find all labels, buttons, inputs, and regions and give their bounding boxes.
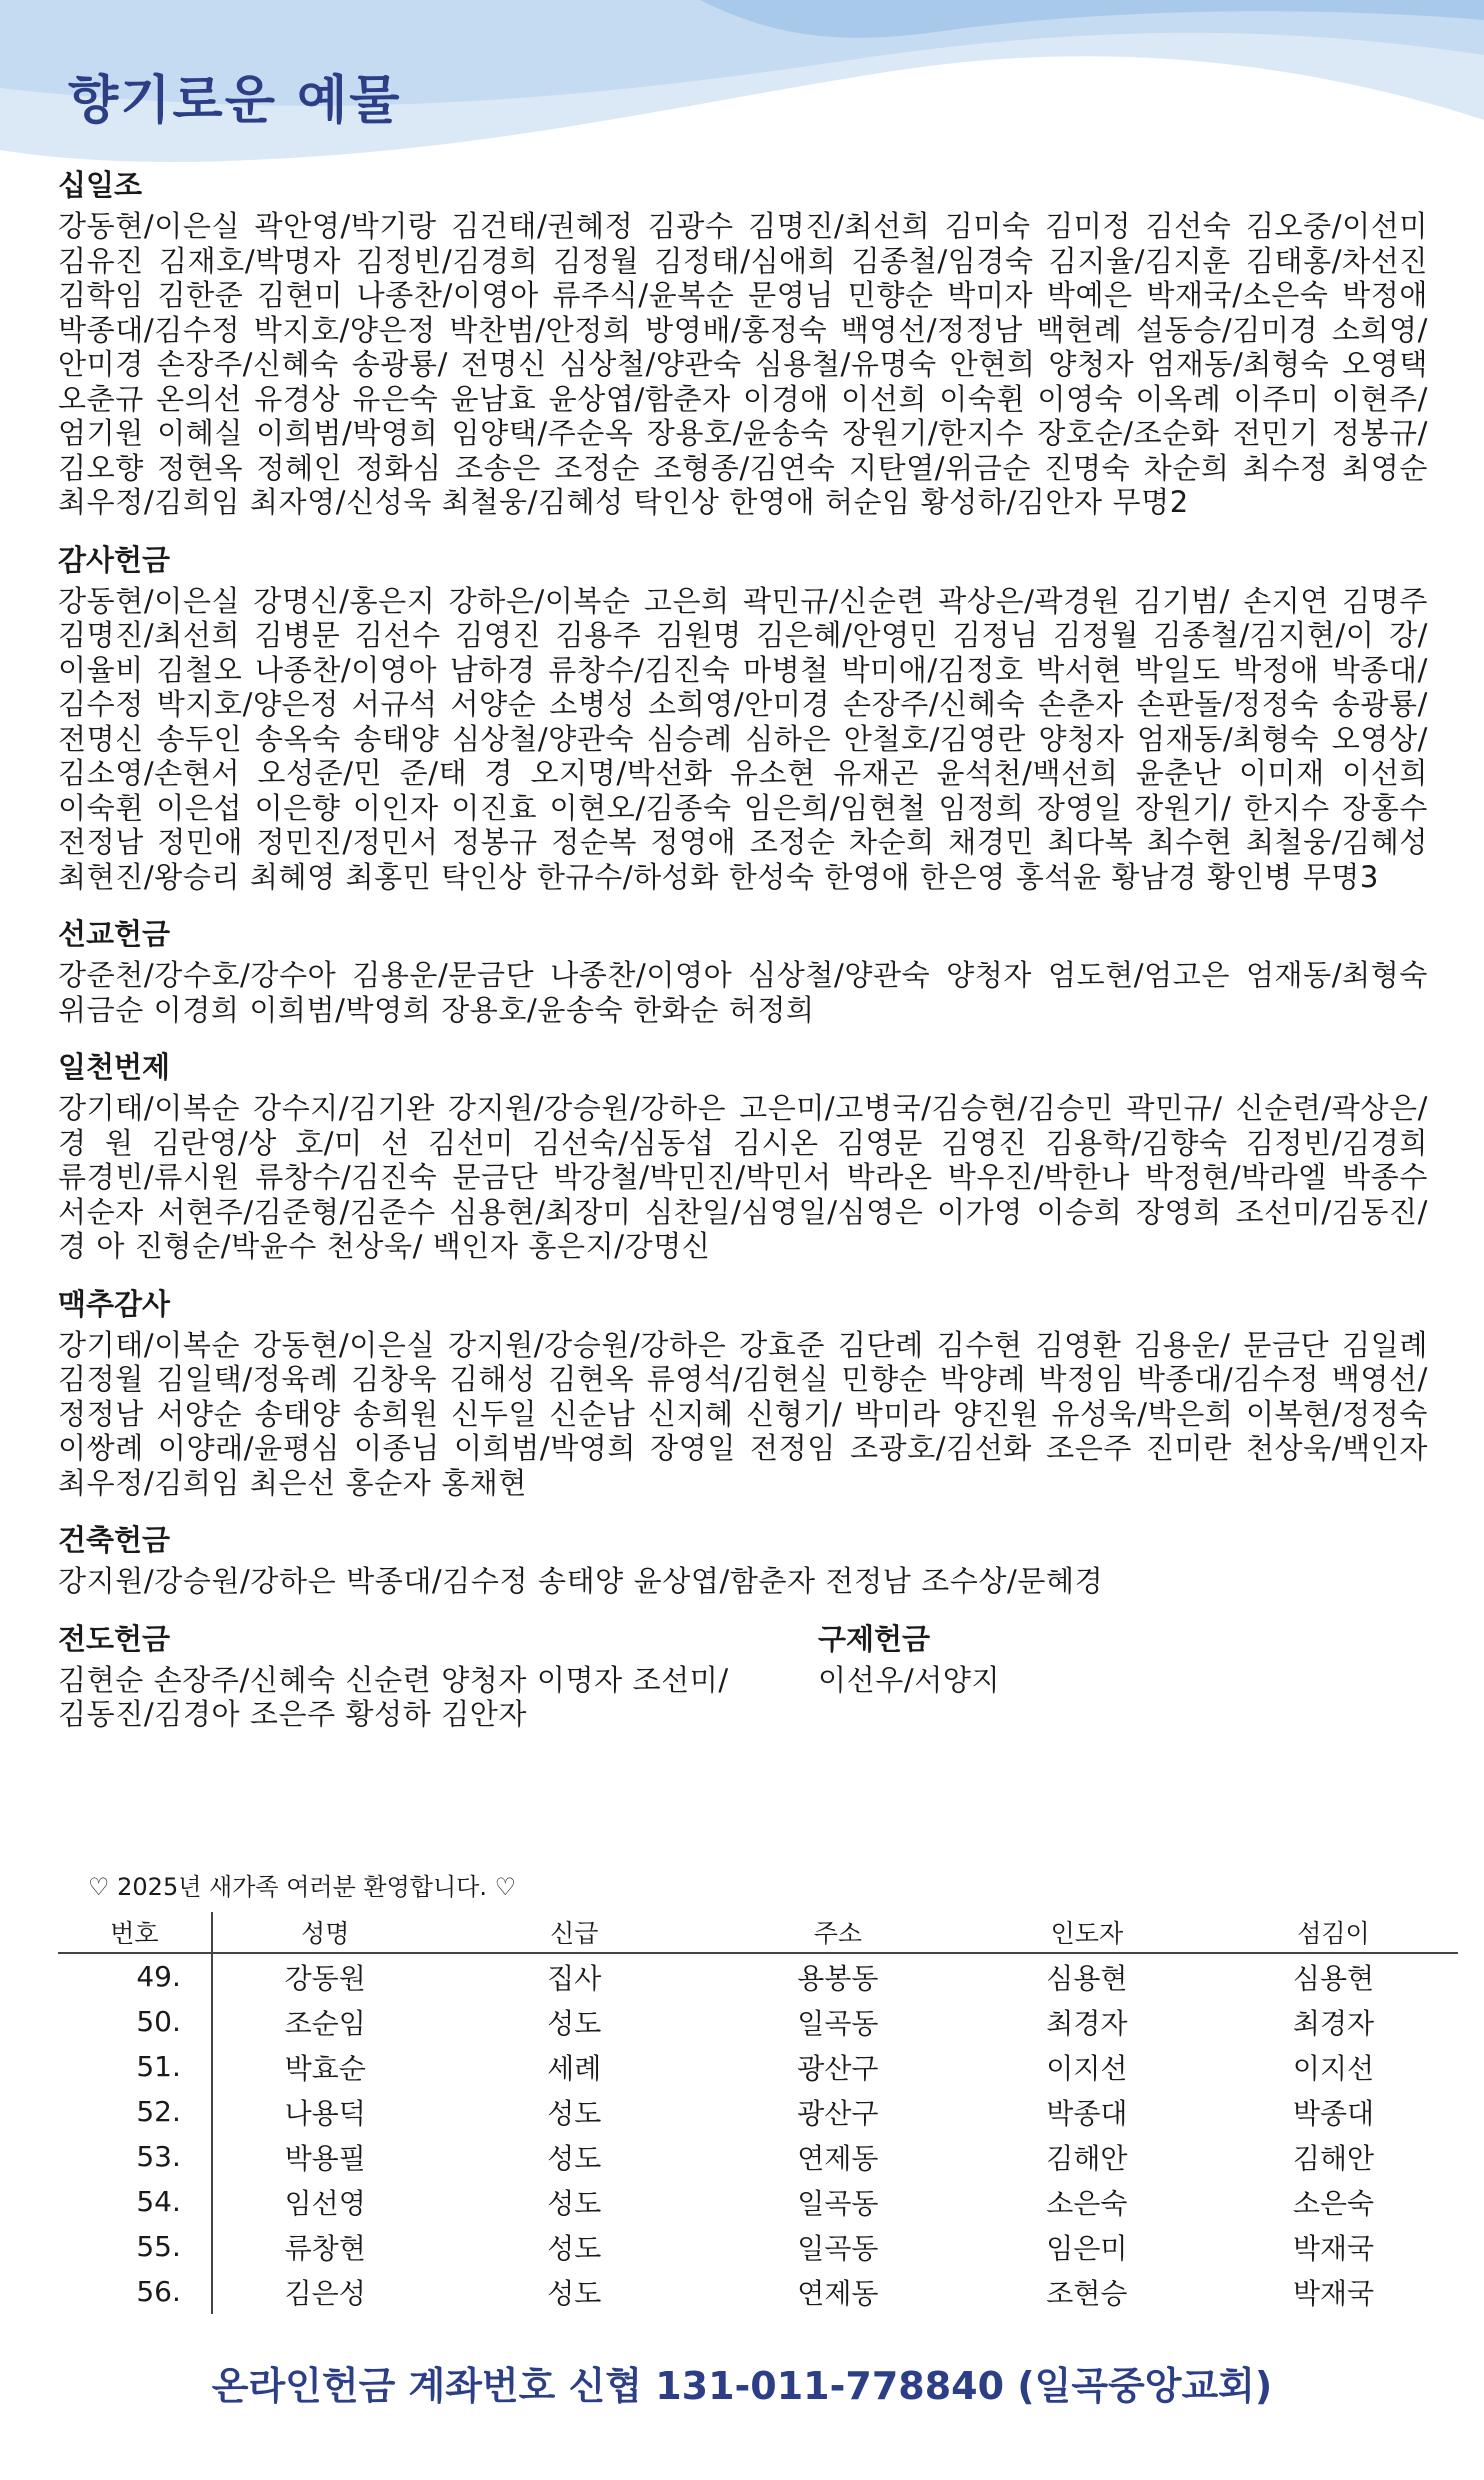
row-number: 56. bbox=[58, 2269, 212, 2314]
header-guide: 인도자 bbox=[965, 1912, 1209, 1953]
row-rank: 성도 bbox=[547, 2006, 602, 2040]
row-guide: 조현승 bbox=[1046, 2276, 1128, 2310]
row-carer: 박재국 bbox=[1292, 2231, 1375, 2265]
row-address: 광산구 bbox=[797, 2096, 879, 2130]
newcomer-caption: ♡ 2025년 새가족 여러분 환영합니다. ♡ bbox=[88, 1873, 517, 1901]
row-guide: 이지선 bbox=[1046, 2051, 1128, 2085]
row-carer: 박재국 bbox=[1292, 2276, 1375, 2310]
row-carer: 이지선 bbox=[1292, 2051, 1375, 2085]
row-guide: 김해안 bbox=[1046, 2141, 1128, 2175]
section-title: 맥추감사 bbox=[58, 1286, 171, 1321]
section-title: 일천번제 bbox=[58, 1050, 171, 1084]
row-number: 51. bbox=[58, 2044, 212, 2089]
section-title: 십일조 bbox=[58, 168, 143, 202]
section-names: 강기태/이복순 강수지/김기완 강지원/강승원/강하은 고은미/고병국/김승현/김승민 곽민규/ 신순련/곽상은/경 원 김란영/상 호/미 선 김선미 김선숙/심동섭 김시온 김영문 김영진 김용학/김향숙 김정빈/김경희 류경빈/류시원 류창수/김진숙 문금단 박강철/박민진/박민서 박라온 박우진/박한나 박정현/박라엘 박종수 서순자 서현주/김준형/김준수 심용현/최장미 심찬일/심영일/심영은 이가영 이승희 장영희 조선미/김동진/경 아 진형순/박윤수 천상욱/ 백인자 홍은지/강명신 bbox=[58, 1091, 1428, 1263]
row-address: 일곡동 bbox=[797, 2186, 879, 2220]
row-address: 일곡동 bbox=[797, 2006, 879, 2040]
row-carer: 김해안 bbox=[1292, 2141, 1375, 2175]
row-name: 박용필 bbox=[284, 2141, 366, 2175]
section-thousand-times bbox=[58, 1047, 1428, 1264]
header-number: 번호 bbox=[58, 1912, 212, 1953]
row-name: 나용덕 bbox=[284, 2096, 366, 2130]
footer-account-info: 온라인헌금 계좌번호 신협 131-011-778840 (일곡중앙교회) bbox=[211, 2364, 1273, 2408]
row-number: 50. bbox=[58, 1999, 212, 2044]
section-building bbox=[58, 1520, 1428, 1599]
row-rank: 세례 bbox=[547, 2051, 602, 2085]
section-title: 감사헌금 bbox=[58, 542, 171, 577]
offering-content bbox=[58, 165, 1428, 1752]
row-guide: 소은숙 bbox=[1046, 2186, 1128, 2220]
table-row bbox=[58, 2089, 1458, 2134]
table-row bbox=[58, 2044, 1458, 2089]
table-header-row bbox=[58, 1912, 1458, 1953]
row-name: 조순임 bbox=[284, 2006, 366, 2040]
section-names: 강동현/이은실 강명신/홍은지 강하은/이복순 고은희 곽민규/신순련 곽상은/곽경원 김기범/ 손지연 김명주 김명진/최선희 김병문 김선수 김영진 김용주 김원명 김은혜/안영민 김정님 김정월 김종철/김지현/이 강/이율비 김철오 나종찬/이영아 남하경 류창수/김진숙 마병철 박미애/김정호 박서현 박일도 박정애 박종대/김수정 박지호/양은정 서규석 서양순 소병성 소희영/안미경 손장주/신혜숙 손춘자 손판돌/정정숙 송광룡/전명신 송두인 송옥숙 송태양 심상철/양관숙 심승례 심하은 안철호/김영란 양청자 엄재동/최형숙 오영상/김소영/손현서 오성준/민 준/태 경 오지명/박선화 유소현 유재곤 윤석천/백선희 윤춘난 이미재 이선희 이숙휜 이은섭 이은향 이인자 이진효 이현오/김종숙 임은희/임현철 임정희 장영일 장원기/ 한지수 장홍수 전정남 정민애 정민진/정민서 정봉규 정순복 정영애 조정순 차순희 채경민 최다복 최수현 최철웅/김혜성 최현진/왕승리 최혜영 최홍민 탁인상 한규수/하성화 한성숙 한영애 한은영 홍석윤 황남경 황인병 무명3 bbox=[58, 583, 1428, 894]
row-carer: 심용현 bbox=[1292, 1961, 1375, 1995]
header-name: 성명 bbox=[212, 1912, 438, 1953]
row-number: 55. bbox=[58, 2224, 212, 2269]
section-evangelism bbox=[58, 1619, 778, 1732]
section-relief bbox=[818, 1619, 1418, 1732]
row-carer: 최경자 bbox=[1292, 2006, 1375, 2040]
section-thanksgiving bbox=[58, 540, 1428, 895]
section-row-evangelism-relief bbox=[58, 1619, 1428, 1732]
row-carer: 소은숙 bbox=[1292, 2186, 1375, 2220]
row-address: 연제동 bbox=[797, 2141, 879, 2175]
row-number: 52. bbox=[58, 2089, 212, 2134]
table-row bbox=[58, 2134, 1458, 2179]
table-row bbox=[58, 2179, 1458, 2224]
row-number: 54. bbox=[58, 2179, 212, 2224]
row-rank: 집사 bbox=[547, 1961, 602, 1995]
row-guide: 최경자 bbox=[1046, 2006, 1128, 2040]
row-name: 김은성 bbox=[284, 2276, 366, 2310]
row-guide: 심용현 bbox=[1046, 1961, 1128, 1995]
newcomer-block bbox=[58, 1870, 1458, 2314]
row-address: 광산구 bbox=[797, 2051, 879, 2085]
row-name: 강동원 bbox=[284, 1961, 366, 1995]
section-names: 강준천/강수호/강수아 김용운/문금단 나종찬/이영아 심상철/양관숙 양청자 엄도현/엄고은 엄재동/최형숙 위금순 이경희 이희범/박영희 장용호/윤송숙 한화순 허정희 bbox=[58, 958, 1428, 1027]
table-row bbox=[58, 2224, 1458, 2269]
row-rank: 성도 bbox=[547, 2276, 602, 2310]
section-title: 구제헌금 bbox=[818, 1621, 931, 1656]
header-rank: 신급 bbox=[438, 1912, 711, 1953]
row-rank: 성도 bbox=[547, 2141, 602, 2175]
page-title: 향기로운 예물 bbox=[68, 71, 402, 131]
row-name: 박효순 bbox=[284, 2051, 366, 2085]
row-number: 53. bbox=[58, 2134, 212, 2179]
table-row bbox=[58, 1953, 1458, 1999]
row-rank: 성도 bbox=[547, 2096, 602, 2130]
row-name: 류창현 bbox=[284, 2231, 366, 2265]
section-title: 선교헌금 bbox=[58, 917, 171, 951]
section-names: 강기태/이복순 강동현/이은실 강지원/강승원/강하은 강효준 김단례 김수현 김영환 김용운/ 문금단 김일례 김정월 김일택/정육례 김창욱 김해성 김현옥 류영석/김현실 민향순 박양례 박정임 박종대/김수정 백영선/정정남 서양순 송태양 송희원 신두일 신순남 신지혜 신형기/ 박미라 양진원 유성욱/박은희 이복현/정정숙 이쌍례 이양래/윤평심 이종님 이희범/박영희 장영일 전정임 조광호/김선화 조은주 진미란 천상욱/백인자 최우정/김희임 최은선 홍순자 홍채현 bbox=[58, 1327, 1428, 1500]
section-names: 김현순 손장주/신혜숙 신순련 양청자 이명자 조선미/김동진/김경아 조은주 황성하 김안자 bbox=[58, 1662, 729, 1731]
table-row bbox=[58, 2269, 1458, 2314]
section-names: 강지원/강승원/강하은 박종대/김수정 송태양 윤상엽/함춘자 전정남 조수상/문혜경 bbox=[58, 1564, 1104, 1598]
section-title: 전도헌금 bbox=[58, 1621, 171, 1656]
row-rank: 성도 bbox=[547, 2186, 602, 2220]
section-title: 건축헌금 bbox=[58, 1523, 171, 1557]
row-rank: 성도 bbox=[547, 2231, 602, 2265]
section-barley bbox=[58, 1284, 1428, 1501]
row-address: 연제동 bbox=[797, 2276, 879, 2310]
section-names: 강동현/이은실 곽안영/박기랑 김건태/권혜정 김광수 김명진/최선희 김미숙 김미정 김선숙 김오중/이선미 김유진 김재호/박명자 김정빈/김경희 김정월 김정태/심애희 김종철/임경숙 김지율/김지훈 김태홍/차선진 김학임 김한준 김현미 나종찬/이영아 류주식/윤복순 문영님 민향순 박미자 박예은 박재국/소은숙 박정애 박종대/김수정 박지호/양은정 박찬범/안정희 방영배/홍정숙 백영선/정정남 백현례 설동승/김미경 소희영/안미경 손장주/신혜숙 송광룡/ 전명신 심상철/양관숙 심용철/유명숙 안현희 양청자 엄재동/최형숙 오영택 오춘규 온의선 유경상 유은숙 윤남효 윤상엽/함춘자 이경애 이선희 이숙휜 이영숙 이옥례 이주미 이현주/ 엄기원 이혜실 이희범/박영희 임양택/주순옥 장용호/윤송숙 장원기/한지수 장호순/조순화 전민기 정봉규/김오향 정현옥 정혜인 정화심 조송은 조정순 조형종/김연숙 지탄열/위금순 진명숙 차순희 최수정 최영순 최우정/김희임 최자영/신성욱 최철웅/김혜성 탁인상 한영애 허순임 황성하/김안자 무명2 bbox=[58, 209, 1428, 519]
row-name: 임선영 bbox=[284, 2186, 366, 2220]
row-address: 일곡동 bbox=[797, 2231, 879, 2265]
section-tithe bbox=[58, 165, 1428, 520]
header-address: 주소 bbox=[711, 1912, 965, 1953]
row-carer: 박종대 bbox=[1292, 2096, 1375, 2130]
header-carer: 섬김이 bbox=[1209, 1912, 1458, 1953]
newcomer-table bbox=[58, 1912, 1458, 2314]
section-names: 이선우/서양지 bbox=[818, 1662, 1001, 1697]
row-guide: 박종대 bbox=[1046, 2096, 1128, 2130]
row-address: 용봉동 bbox=[797, 1961, 879, 1995]
row-number: 49. bbox=[58, 1953, 212, 1999]
section-mission bbox=[58, 914, 1428, 1027]
table-row bbox=[58, 1999, 1458, 2044]
row-guide: 임은미 bbox=[1046, 2231, 1128, 2265]
